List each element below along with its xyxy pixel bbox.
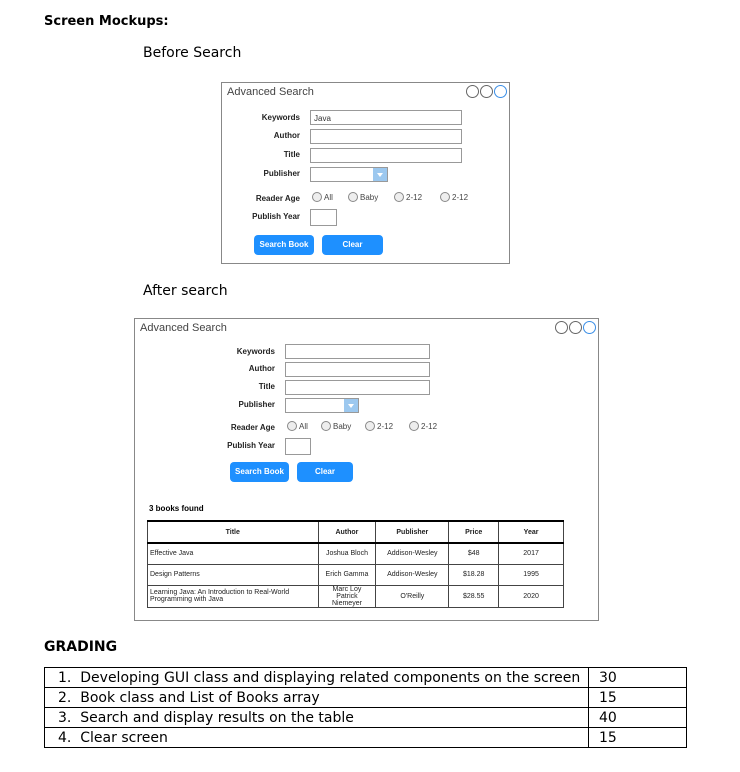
publish-year-label: Publish Year (252, 212, 300, 221)
grading-row (45, 688, 687, 708)
cell-author: Marc Loy Patrick Niemeyer (318, 585, 376, 607)
grading-item: 4. Clear screen (45, 728, 589, 748)
author-input[interactable] (310, 129, 462, 144)
grading-item: 1. Developing GUI class and displaying related components on the screen (45, 668, 589, 688)
publisher-label: Publisher (238, 400, 275, 409)
reader-age-label: Reader Age (230, 423, 275, 432)
radio-icon[interactable] (394, 192, 404, 202)
before-search-window (221, 82, 510, 264)
publisher-select[interactable] (285, 398, 359, 413)
publish-year-input[interactable] (310, 209, 337, 226)
window-controls (465, 85, 507, 98)
grading-row (45, 668, 687, 688)
age-radio-2-12[interactable]: 2-12 (365, 421, 393, 431)
cell-year: 2020 (499, 585, 564, 607)
page-heading: Screen Mockups: (44, 14, 169, 29)
table-row[interactable] (148, 543, 564, 564)
radio-icon[interactable] (321, 421, 331, 431)
window-title: Advanced Search (140, 322, 227, 334)
age-radio-2-12-b[interactable]: 2-12 (409, 421, 437, 431)
column-header[interactable]: Price (449, 521, 499, 543)
title-input[interactable] (285, 380, 430, 395)
author-label: Author (273, 131, 300, 140)
before-search-label: Before Search (143, 45, 242, 61)
publish-year-label: Publish Year (227, 441, 275, 450)
publisher-label: Publisher (263, 169, 300, 178)
author-input[interactable] (285, 362, 430, 377)
cell-author: Erich Gamma (318, 564, 376, 585)
column-header[interactable]: Author (318, 521, 376, 543)
chevron-down-icon[interactable] (373, 168, 387, 181)
grading-item: 2. Book class and List of Books array (45, 688, 589, 708)
clear-button[interactable]: Clear (322, 235, 383, 255)
cell-title: Design Patterns (148, 564, 319, 585)
window-button-icon[interactable] (480, 85, 493, 98)
radio-icon[interactable] (440, 192, 450, 202)
window-button-icon[interactable] (466, 85, 479, 98)
cell-price: $18.28 (449, 564, 499, 585)
cell-price: $28.55 (449, 585, 499, 607)
window-button-icon[interactable] (494, 85, 507, 98)
table-row[interactable] (148, 585, 564, 607)
author-label: Author (248, 364, 275, 373)
chevron-down-icon[interactable] (344, 399, 358, 412)
cell-year: 1995 (499, 564, 564, 585)
window-controls (554, 321, 596, 334)
clear-button[interactable]: Clear (297, 462, 353, 482)
window-button-icon[interactable] (555, 321, 568, 334)
age-radio-all[interactable]: All (287, 421, 308, 431)
grading-table (44, 667, 687, 748)
radio-icon[interactable] (287, 421, 297, 431)
age-radio-baby[interactable]: Baby (348, 192, 378, 202)
age-radio-2-12-b[interactable]: 2-12 (440, 192, 468, 202)
results-count: 3 books found (149, 504, 204, 513)
cell-publisher: Addison-Wesley (376, 543, 449, 564)
keywords-label: Keywords (261, 113, 300, 122)
cell-author: Joshua Bloch (318, 543, 376, 564)
title-label: Title (258, 382, 275, 391)
cell-publisher: O'Reilly (376, 585, 449, 607)
grading-row (45, 708, 687, 728)
cell-publisher: Addison-Wesley (376, 564, 449, 585)
grading-points: 15 (589, 688, 687, 708)
age-radio-2-12[interactable]: 2-12 (394, 192, 422, 202)
cell-price: $48 (449, 543, 499, 564)
column-header[interactable]: Year (499, 521, 564, 543)
table-row[interactable] (148, 564, 564, 585)
cell-title: Effective Java (148, 543, 319, 564)
grading-points: 15 (589, 728, 687, 748)
cell-year: 2017 (499, 543, 564, 564)
publisher-select[interactable] (310, 167, 388, 182)
radio-icon[interactable] (409, 421, 419, 431)
window-title: Advanced Search (227, 86, 314, 98)
radio-icon[interactable] (312, 192, 322, 202)
age-radio-all[interactable]: All (312, 192, 333, 202)
after-search-label: After search (143, 283, 228, 299)
after-search-window (134, 318, 599, 621)
keywords-input[interactable] (285, 344, 430, 359)
radio-icon[interactable] (365, 421, 375, 431)
grading-points: 40 (589, 708, 687, 728)
age-radio-baby[interactable]: Baby (321, 421, 351, 431)
column-header[interactable]: Publisher (376, 521, 449, 543)
publish-year-input[interactable] (285, 438, 311, 455)
title-input[interactable] (310, 148, 462, 163)
table-header-row (148, 521, 564, 543)
grading-row (45, 728, 687, 748)
grading-item: 3. Search and display results on the table (45, 708, 589, 728)
search-book-button[interactable]: Search Book (254, 235, 314, 255)
window-button-icon[interactable] (569, 321, 582, 334)
keywords-label: Keywords (236, 347, 275, 356)
column-header[interactable]: Title (148, 521, 319, 543)
grading-title: GRADING (44, 639, 118, 655)
radio-icon[interactable] (348, 192, 358, 202)
search-book-button[interactable]: Search Book (230, 462, 289, 482)
title-label: Title (283, 150, 300, 159)
reader-age-label: Reader Age (255, 194, 300, 203)
keywords-input[interactable]: Java (310, 110, 462, 125)
cell-title: Learning Java: An Introduction to Real-World Programming with Java (148, 585, 319, 607)
grading-points: 30 (589, 668, 687, 688)
results-table (147, 520, 564, 608)
window-button-icon[interactable] (583, 321, 596, 334)
